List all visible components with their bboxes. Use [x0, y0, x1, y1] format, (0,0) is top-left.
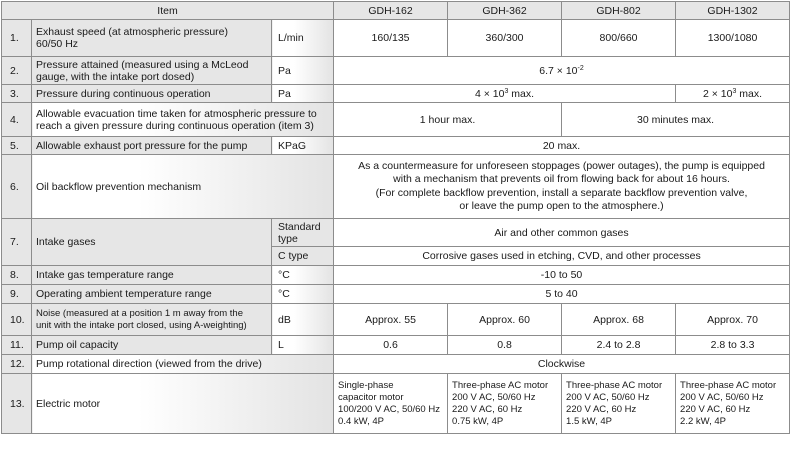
row-noise — [2, 304, 790, 336]
label-line: Allowable evacuation time taken for atmospheric pressure to — [36, 107, 317, 120]
value-cell — [676, 85, 790, 103]
row-label — [32, 103, 334, 137]
row-unit: L/min — [272, 20, 334, 57]
row-number: 8. — [2, 266, 32, 285]
value-base: 4 × 10 — [474, 87, 505, 100]
motor-line: 100/200 V AC, 50/60 Hz — [338, 403, 440, 415]
motor-line: 200 V AC, 50/60 Hz — [680, 391, 764, 403]
value-cell — [334, 85, 676, 103]
row-rotational-direction — [2, 355, 790, 374]
row-number: 11. — [2, 336, 32, 355]
row-electric-motor — [2, 374, 790, 434]
value-exponent: 3 — [504, 87, 509, 95]
label-line: unit with the intake port closed, using A-weighting) — [36, 319, 247, 331]
sub-label-c-type: C type — [272, 247, 334, 266]
value-base: 6.7 × 10 — [539, 64, 578, 77]
value-suffix: max. — [508, 87, 535, 100]
value-cell: 0.6 — [334, 336, 448, 355]
label-line: Noise (measured at a position 1 m away from the — [36, 307, 243, 319]
value-cell: Approx. 68 — [562, 304, 676, 336]
sub-label-standard: Standard type — [272, 219, 334, 247]
row-number: 10. — [2, 304, 32, 336]
row-number: 5. — [2, 137, 32, 155]
row-evacuation-time — [2, 103, 790, 137]
label-line: gauge, with the intake port dosed) — [36, 70, 195, 83]
row-label: Intake gas temperature range — [32, 266, 272, 285]
motor-line: 2.2 kW, 4P — [680, 415, 726, 427]
text-line: or leave the pump open to the atmosphere.) — [459, 200, 664, 212]
row-number: 12. — [2, 355, 32, 374]
row-number: 13. — [2, 374, 32, 434]
text-line: As a countermeasure for unforeseen stoppages (power outages), the pump is equipped — [358, 159, 765, 172]
value-cell: 5 to 40 — [334, 285, 790, 304]
motor-cell-gdh-1302 — [676, 374, 790, 434]
row-label — [32, 20, 272, 57]
value-cell: 800/660 — [562, 20, 676, 57]
motor-line: 220 V AC, 60 Hz — [452, 403, 523, 415]
value-cell: 1 hour max. — [334, 103, 562, 137]
row-exhaust-speed — [2, 20, 790, 57]
row-ambient-temp — [2, 285, 790, 304]
row-label: Pump rotational direction (viewed from the drive) — [32, 355, 334, 374]
value-exponent: -2 — [577, 64, 584, 72]
row-number: 9. — [2, 285, 32, 304]
row-number: 6. — [2, 155, 32, 219]
text-line: with a mechanism that prevents oil from flowing back for about 16 hours. — [393, 173, 730, 185]
row-unit: dB — [272, 304, 334, 336]
motor-line: 0.75 kW, 4P — [452, 415, 504, 427]
row-label: Pump oil capacity — [32, 336, 272, 355]
row-label — [32, 304, 272, 336]
row-label: Electric motor — [32, 374, 334, 434]
value-cell: 0.8 — [448, 336, 562, 355]
motor-line: 1.5 kW, 4P — [566, 415, 612, 427]
value-cell: Clockwise — [334, 355, 790, 374]
row-number: 2. — [2, 57, 32, 85]
value-cell — [334, 155, 790, 219]
label-line: reach a given pressure during continuous operation (item 3) — [36, 119, 314, 132]
motor-line: Single-phase — [338, 379, 394, 391]
value-cell: 30 minutes max. — [562, 103, 790, 137]
motor-cell-gdh-362 — [448, 374, 562, 434]
value-base: 2 × 10 — [702, 87, 733, 100]
label-line: Pressure attained (measured using a McLeod — [36, 58, 249, 71]
header-model-gdh-802: GDH-802 — [562, 2, 676, 20]
value-exponent: 3 — [732, 87, 737, 95]
spec-table — [1, 1, 790, 434]
row-unit: L — [272, 336, 334, 355]
value-cell: 20 max. — [334, 137, 790, 155]
label-line: 60/50 Hz — [36, 38, 79, 50]
row-intake-gas-temp — [2, 266, 790, 285]
header-row — [2, 2, 790, 20]
motor-line: Three-phase AC motor — [452, 379, 549, 391]
row-label — [32, 57, 272, 85]
row-label: Intake gases — [32, 219, 272, 266]
value-cell: -10 to 50 — [334, 266, 790, 285]
header-model-gdh-162: GDH-162 — [334, 2, 448, 20]
row-unit: KPaG — [272, 137, 334, 155]
value-cell: 2.8 to 3.3 — [676, 336, 790, 355]
value-cell: Approx. 60 — [448, 304, 562, 336]
motor-cell-gdh-162 — [334, 374, 448, 434]
row-unit: Pa — [272, 85, 334, 103]
header-item: Item — [2, 2, 334, 20]
row-unit: Pa — [272, 57, 334, 85]
value-cell: 160/135 — [334, 20, 448, 57]
motor-line: 220 V AC, 60 Hz — [566, 403, 637, 415]
row-label: Allowable exhaust port pressure for the pump — [32, 137, 272, 155]
row-intake-gases-standard — [2, 219, 790, 247]
header-model-gdh-362: GDH-362 — [448, 2, 562, 20]
value-cell: 2.4 to 2.8 — [562, 336, 676, 355]
value-cell — [334, 57, 790, 85]
motor-line: 220 V AC, 60 Hz — [680, 403, 751, 415]
value-cell: 1300/1080 — [676, 20, 790, 57]
motor-line: 0.4 kW, 4P — [338, 415, 384, 427]
motor-line: Three-phase AC motor — [566, 379, 663, 391]
value-cell: Approx. 70 — [676, 304, 790, 336]
motor-line: 200 V AC, 50/60 Hz — [566, 391, 650, 403]
row-number: 7. — [2, 219, 32, 266]
value-cell: 360/300 — [448, 20, 562, 57]
motor-line: Three-phase AC motor — [680, 379, 777, 391]
motor-line: 200 V AC, 50/60 Hz — [452, 391, 536, 403]
value-cell: Air and other common gases — [334, 219, 790, 247]
row-exhaust-port-pressure — [2, 137, 790, 155]
motor-line: capacitor motor — [338, 391, 404, 403]
row-label: Oil backflow prevention mechanism — [32, 155, 334, 219]
row-label: Operating ambient temperature range — [32, 285, 272, 304]
header-model-gdh-1302: GDH-1302 — [676, 2, 790, 20]
row-label: Pressure during continuous operation — [32, 85, 272, 103]
text-line: (For complete backflow prevention, install a separate backflow prevention valve, — [375, 186, 748, 199]
motor-cell-gdh-802 — [562, 374, 676, 434]
value-suffix: max. — [736, 87, 763, 100]
value-cell: Approx. 55 — [334, 304, 448, 336]
row-number: 3. — [2, 85, 32, 103]
label-line: Exhaust speed (at atmospheric pressure) — [36, 26, 229, 38]
row-number: 1. — [2, 20, 32, 57]
row-pressure-attained — [2, 57, 790, 85]
row-pump-oil-capacity — [2, 336, 790, 355]
row-pressure-continuous — [2, 85, 790, 103]
row-unit: °C — [272, 266, 334, 285]
value-cell: Corrosive gases used in etching, CVD, and other processes — [334, 247, 790, 266]
row-oil-backflow — [2, 155, 790, 219]
row-number: 4. — [2, 103, 32, 137]
row-unit: °C — [272, 285, 334, 304]
